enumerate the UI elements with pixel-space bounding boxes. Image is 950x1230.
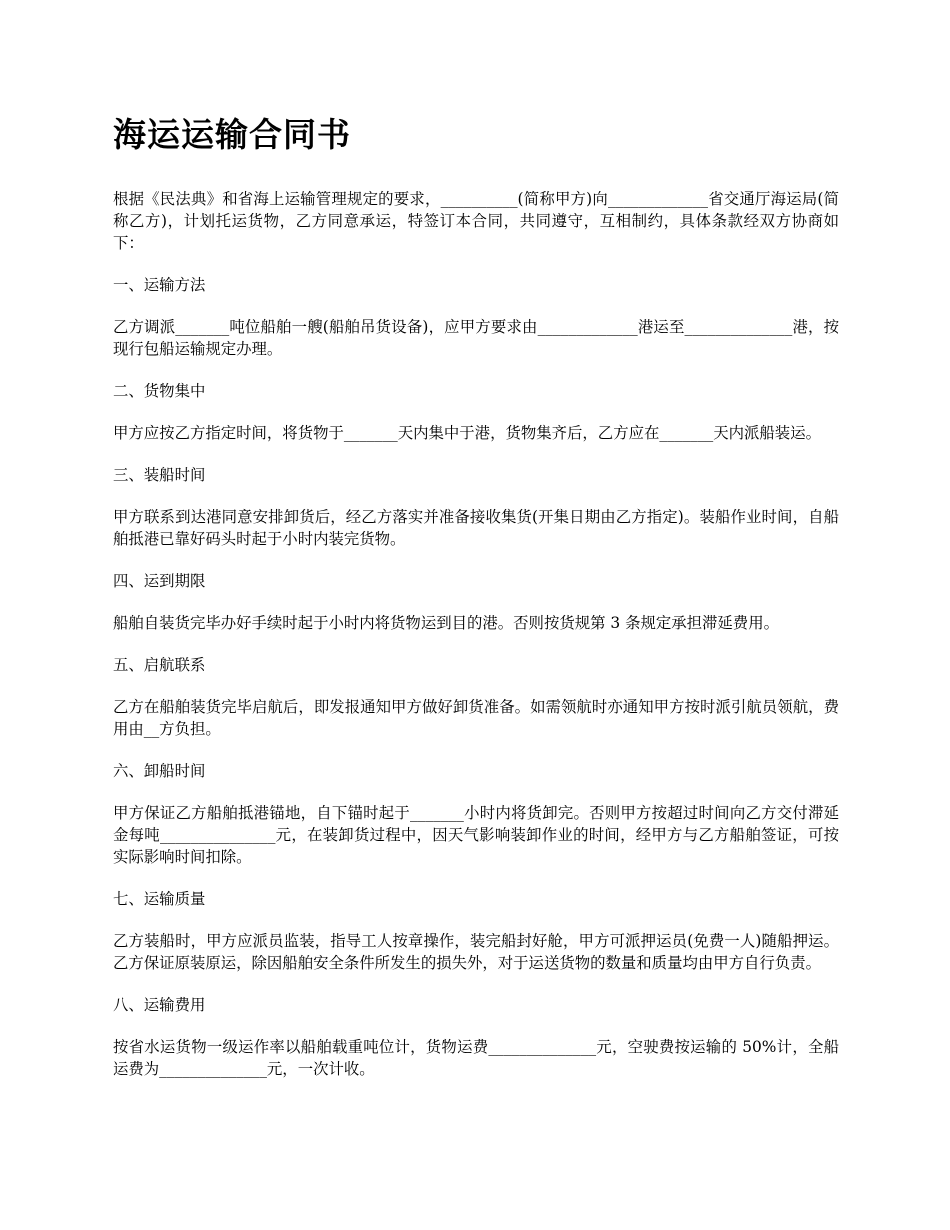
document-page bbox=[113, 110, 839, 1100]
section-body-transport-fees: 按省水运货物一级运作率以船舶载重吨位计，货物运费______________元，空驶费按运输的 50%计，全船运费为______________元，一次计收。 bbox=[113, 1038, 839, 1078]
document-title: 海运运输合同书 bbox=[113, 115, 351, 154]
section-heading-loading-time: 三、装船时间 bbox=[113, 466, 206, 484]
section-heading-departure-contact: 五、启航联系 bbox=[113, 656, 206, 674]
section-heading-unloading-time: 六、卸船时间 bbox=[113, 762, 206, 780]
section-body-loading-time: 甲方联系到达港同意安排卸货后，经乙方落实并准备接收集货(开集日期由乙方指定)。装船作业时间，自船舶抵港已靠好码头时起于小时内装完货物。 bbox=[113, 508, 839, 548]
section-body-unloading-time: 甲方保证乙方船舶抵港锚地，自下锚时起于_______小时内将货卸完。否则甲方按超过时间向乙方交付滞延金每吨_______________元，在装卸货过程中，因天气影响装卸作业的时间，经甲方与乙方船舶签证，可按实际影响时间扣除。 bbox=[113, 804, 839, 866]
section-body-transport-quality: 乙方装船时，甲方应派员监装，指导工人按章操作，装完船封好舱，甲方可派押运员(免费一人)随船押运。乙方保证原装原运，除因船舶安全条件所发生的损失外，对于运送货物的数量和质量均由甲方自行负责。 bbox=[113, 932, 839, 972]
section-body-transport-method: 乙方调派_______吨位船舶一艘(船舶吊货设备)，应甲方要求由_____________港运至______________港，按现行包船运输规定办理。 bbox=[113, 318, 839, 358]
section-heading-cargo-collection: 二、货物集中 bbox=[113, 382, 206, 400]
section-body-departure-contact: 乙方在船舶装货完毕启航后，即发报通知甲方做好卸货准备。如需领航时亦通知甲方按时派引航员领航，费用由__方负担。 bbox=[113, 698, 839, 738]
section-heading-transport-fees: 八、运输费用 bbox=[113, 996, 206, 1014]
intro-paragraph: 根据《民法典》和省海上运输管理规定的要求，__________(简称甲方)向_____________省交通厅海运局(简称乙方)，计划托运货物，乙方同意承运，特签订本合同，共同遵守，互相制约，具体条款经双方协商如下： bbox=[113, 190, 839, 252]
section-heading-transport-method: 一、运输方法 bbox=[113, 276, 206, 294]
section-body-cargo-collection: 甲方应按乙方指定时间，将货物于_______天内集中于港，货物集齐后，乙方应在_______天内派船装运。 bbox=[113, 424, 821, 442]
section-heading-delivery-deadline: 四、运到期限 bbox=[113, 572, 206, 590]
section-heading-transport-quality: 七、运输质量 bbox=[113, 890, 206, 908]
section-body-delivery-deadline: 船舶自装货完毕办好手续时起于小时内将货物运到目的港。否则按货规第 3 条规定承担滞延费用。 bbox=[113, 614, 779, 632]
